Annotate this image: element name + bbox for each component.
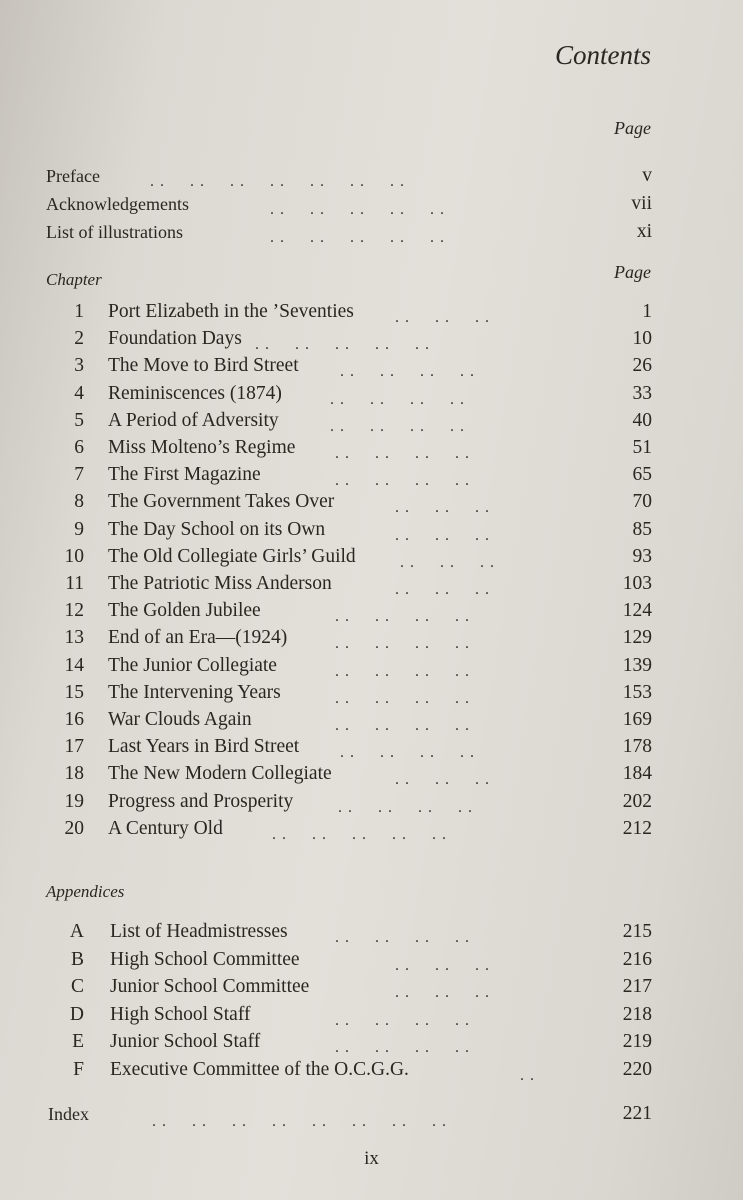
chapter-page: 70	[632, 491, 652, 513]
chapter-number: 16	[64, 709, 84, 730]
leader-dots: . . . . . . . .	[335, 445, 470, 462]
chapter-title: A Century Old	[108, 817, 223, 839]
leader-dots: . . . . . . . .	[335, 1039, 470, 1056]
chapter-number: 2	[74, 328, 84, 350]
chapter-page: 184	[622, 763, 652, 785]
contents-title: Contents	[554, 40, 651, 70]
leader-dots: . . . . . . . .	[340, 744, 475, 762]
chapter-entry	[0, 652, 743, 680]
chapter-title: Port Elizabeth in the ’Seventies	[108, 301, 354, 322]
leader-dots: . . . . . . . .	[335, 689, 470, 707]
leader-dots: . . . . . . . .	[335, 1011, 470, 1029]
appendix-letter: F	[73, 1058, 84, 1080]
chapter-title: War Clouds Again	[108, 709, 252, 730]
leader-dots: . . . . . .	[395, 526, 490, 544]
chapter-entry	[0, 624, 743, 652]
chapter-number: 6	[74, 437, 84, 458]
leader-dots: . . . . . .	[395, 956, 490, 974]
chapter-title: The Day School on its Own	[108, 518, 326, 540]
leader-dots: . . . . . . . .	[335, 929, 470, 946]
chapter-page: 1	[642, 301, 652, 322]
chapter-page: 202	[622, 790, 652, 812]
appendix-letter: B	[70, 948, 84, 970]
appendix-letter: A	[69, 921, 84, 942]
chapter-number: 20	[64, 817, 84, 839]
chapter-title: The First Magazine	[108, 464, 261, 486]
chapter-page: 153	[622, 681, 652, 703]
leader-dots: . . . . . . . . . . . . . . . .	[152, 1113, 447, 1130]
appendix-entry	[0, 918, 743, 946]
chapter-number: 10	[64, 545, 84, 567]
leader-dots: . . . . . . . . . .	[270, 201, 445, 218]
chapter-entry	[0, 325, 743, 353]
front-matter-title: Preface	[46, 166, 100, 186]
index-page: 221	[622, 1103, 652, 1124]
chapter-page: 10	[632, 328, 652, 350]
chapter-page: 139	[622, 654, 652, 676]
chapter-number: 12	[64, 600, 84, 622]
front-matter-page: v	[642, 165, 652, 186]
front-matter-entry	[0, 218, 743, 246]
appendix-title: List of Headmistresses	[110, 921, 288, 942]
appendix-page: 216	[622, 948, 652, 970]
leader-dots: . . . . . . . . . .	[270, 229, 445, 246]
appendix-entry	[0, 1001, 743, 1029]
appendix-entry	[0, 946, 743, 974]
chapter-number: 1	[74, 301, 84, 322]
chapter-number: 8	[74, 491, 84, 513]
chapter-entry	[0, 706, 743, 734]
chapter-title: The Intervening Years	[108, 681, 281, 703]
appendix-page: 218	[622, 1003, 652, 1025]
chapter-number: 3	[74, 355, 84, 377]
chapter-title: The Golden Jubilee	[108, 600, 261, 622]
chapter-entry	[0, 380, 743, 408]
leader-dots: . . . . . . . .	[335, 662, 470, 680]
leader-dots: . . . . . . . .	[340, 363, 475, 381]
chapter-page: 40	[632, 409, 652, 431]
page-column-header-front: Page	[614, 118, 651, 138]
chapter-title: End of an Era—(1924)	[108, 627, 288, 649]
leader-dots: . . . . . . . .	[338, 798, 473, 816]
chapter-page: 124	[622, 600, 652, 622]
chapter-page: 51	[632, 437, 652, 458]
chapter-entry	[0, 760, 743, 788]
leader-dots: . . . . . . . .	[330, 417, 465, 435]
chapter-title: The Junior Collegiate	[108, 654, 277, 676]
chapter-entry	[0, 788, 743, 816]
chapter-page: 26	[632, 355, 652, 377]
appendix-title: Executive Committee of the O.C.G.G.	[110, 1058, 409, 1080]
leader-dots: . . . . . . . . . . . . . .	[150, 173, 405, 190]
chapter-page: 169	[622, 709, 652, 730]
chapter-page: 65	[632, 464, 652, 486]
chapter-title: Last Years in Bird Street	[108, 736, 300, 758]
chapter-entry	[0, 679, 743, 707]
chapter-title: The Old Collegiate Girls’ Guild	[108, 545, 356, 567]
leader-dots: . . . . . .	[395, 984, 490, 1001]
front-matter-page: vii	[631, 193, 652, 214]
chapter-number: 17	[64, 736, 84, 758]
front-matter-title: Acknowledgements	[46, 194, 189, 214]
appendix-title: Junior School Staff	[110, 1031, 261, 1052]
appendix-page: 219	[622, 1031, 652, 1052]
page-folio: ix	[364, 1148, 379, 1169]
chapter-entry	[0, 570, 743, 598]
chapter-number: 11	[65, 573, 84, 594]
chapter-title: Reminiscences (1874)	[108, 382, 282, 404]
chapter-entry	[0, 352, 743, 380]
chapter-number: 7	[74, 464, 84, 486]
chapter-entry	[0, 597, 743, 625]
chapter-entry	[0, 488, 743, 516]
chapter-entry	[0, 434, 743, 462]
front-matter-page: xi	[636, 221, 652, 242]
appendices-heading: Appendices	[46, 882, 125, 901]
chapter-number: 19	[64, 790, 84, 812]
leader-dots: . . . . . . . . . .	[255, 336, 430, 354]
leader-dots: . . . . . .	[395, 309, 490, 326]
chapter-entry	[0, 733, 743, 761]
leader-dots: . . . . . .	[395, 499, 490, 517]
chapter-title: The Government Takes Over	[108, 491, 335, 513]
leader-dots: . . . . . . . .	[335, 717, 470, 734]
appendix-letter: E	[72, 1031, 84, 1052]
chapter-entry	[0, 298, 743, 326]
leader-dots: . . . . . . . .	[335, 608, 470, 626]
leader-dots: . . . . . .	[395, 771, 490, 789]
appendix-entry	[0, 1056, 743, 1084]
chapter-entry	[0, 461, 743, 489]
appendix-page: 217	[622, 976, 652, 997]
chapter-number: 13	[64, 627, 84, 649]
appendix-title: High School Staff	[110, 1003, 251, 1025]
chapter-page: 93	[632, 545, 652, 567]
chapter-page: 103	[622, 573, 652, 594]
leader-dots: . . . . . . . .	[335, 635, 470, 653]
chapter-page: 85	[632, 518, 652, 540]
chapter-number: 5	[74, 409, 84, 431]
appendix-entry	[0, 973, 743, 1001]
appendix-letter: D	[69, 1003, 84, 1025]
chapter-title: Foundation Days	[108, 328, 242, 350]
chapter-title: The Patriotic Miss Anderson	[108, 573, 332, 594]
appendix-letter: C	[70, 976, 84, 997]
index-entry	[0, 1100, 743, 1128]
leader-dots: . . . . . . . .	[335, 472, 470, 490]
chapter-number: 9	[74, 518, 84, 540]
chapter-page: 212	[622, 817, 652, 839]
chapter-title: Progress and Prosperity	[108, 790, 294, 812]
chapter-title: The Move to Bird Street	[108, 355, 299, 377]
chapter-number: 4	[74, 382, 84, 404]
appendix-page: 220	[622, 1058, 652, 1080]
chapter-page: 33	[632, 382, 652, 404]
chapter-title: A Period of Adversity	[108, 409, 279, 431]
front-matter-title: List of illustrations	[46, 222, 183, 242]
appendix-title: Junior School Committee	[110, 976, 310, 997]
leader-dots: . .	[520, 1066, 535, 1084]
appendix-page: 215	[622, 921, 652, 942]
chapter-entry	[0, 407, 743, 435]
chapter-entry	[0, 815, 743, 843]
leader-dots: . . . . . .	[395, 581, 490, 598]
front-matter-entry	[0, 190, 743, 218]
front-matter-entry	[0, 162, 743, 190]
leader-dots: . . . . . .	[400, 553, 495, 571]
index-title: Index	[48, 1104, 89, 1124]
leader-dots: . . . . . . . .	[330, 390, 465, 408]
leader-dots: . . . . . . . . . .	[272, 825, 447, 843]
appendix-entry	[0, 1028, 743, 1056]
chapter-number: 15	[64, 681, 84, 703]
chapter-title: Miss Molteno’s Regime	[108, 437, 296, 458]
chapter-page: 178	[622, 736, 652, 758]
chapter-page: 129	[622, 627, 652, 649]
chapter-title: The New Modern Collegiate	[108, 763, 332, 785]
chapter-entry	[0, 516, 743, 544]
chapter-number: 18	[64, 763, 84, 785]
chapter-entry	[0, 543, 743, 571]
chapter-number: 14	[64, 654, 84, 676]
chapter-heading: Chapter	[46, 270, 102, 289]
appendix-title: High School Committee	[110, 948, 300, 970]
page-column-header-chapters: Page	[614, 262, 651, 282]
